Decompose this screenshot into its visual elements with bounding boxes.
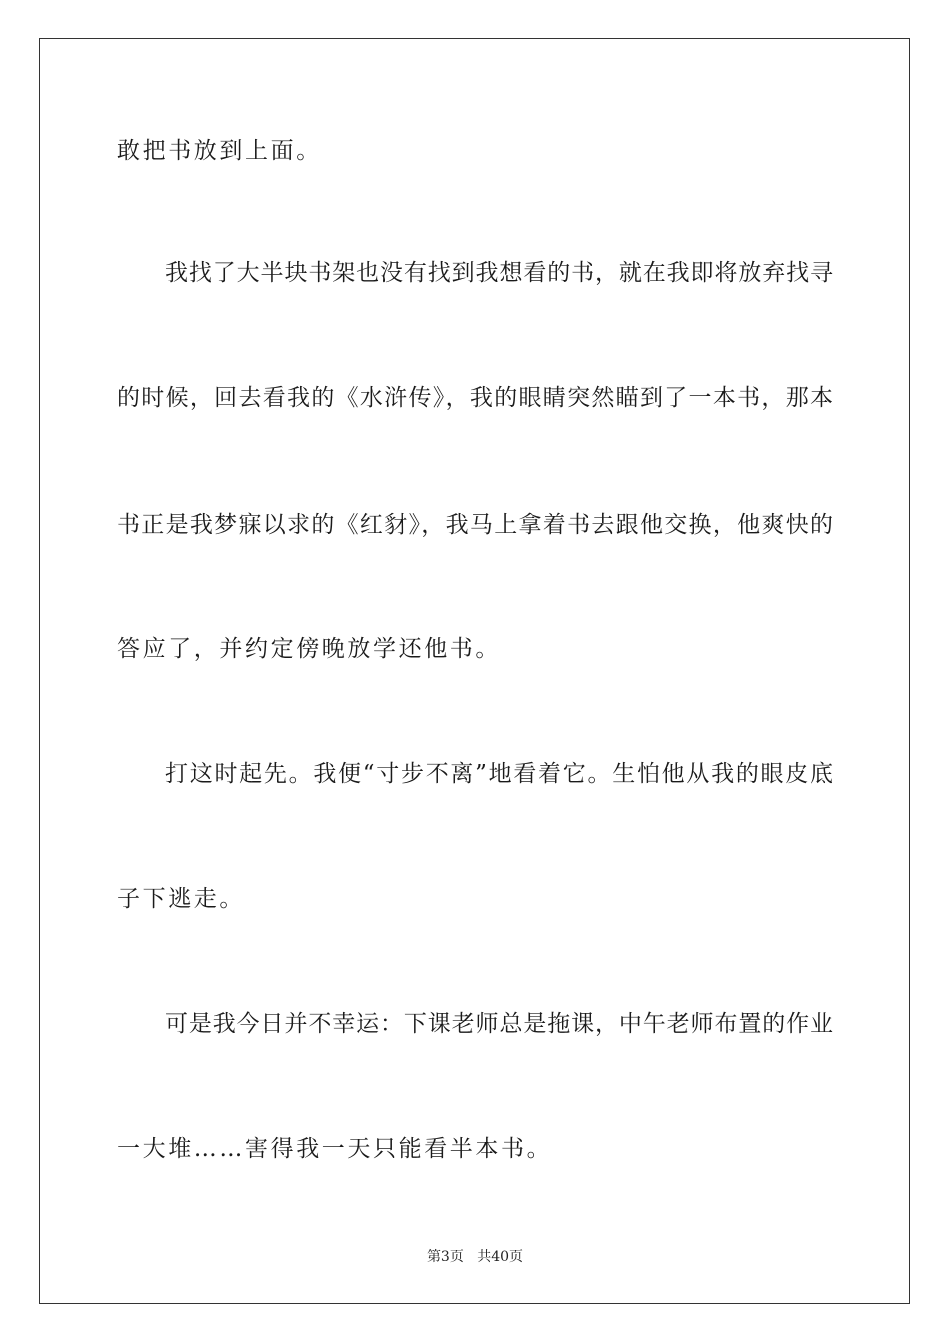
text-line: 敢把书放到上面。 [117,138,322,164]
page-frame [39,38,910,1304]
text-line: 的时候，回去看我的《水浒传》，我的眼睛突然瞄到了一本书，那本 [117,385,833,411]
page-total: 共40页 [477,1249,524,1265]
text-line: 书正是我梦寐以求的《红豺》，我马上拿着书去跟他交换，他爽快的 [117,512,833,538]
paragraph-start-line: 可是我今日并不幸运：下课老师总是拖课，中午老师布置的作业 [165,1011,833,1037]
paragraph-start-line: 我找了大半块书架也没有找到我想看的书，就在我即将放弃找寻 [165,260,833,286]
page-footer [0,1247,950,1267]
text-line: 一大堆……害得我一天只能看半本书。 [117,1136,553,1162]
text-line: 答应了，并约定傍晚放学还他书。 [117,636,501,662]
paragraph-start-line: 打这时起先。我便“寸步不离”地看着它。生怕他从我的眼皮底 [165,761,833,787]
page-number: 第3页 [426,1249,464,1265]
text-line: 子下逃走。 [117,886,245,912]
